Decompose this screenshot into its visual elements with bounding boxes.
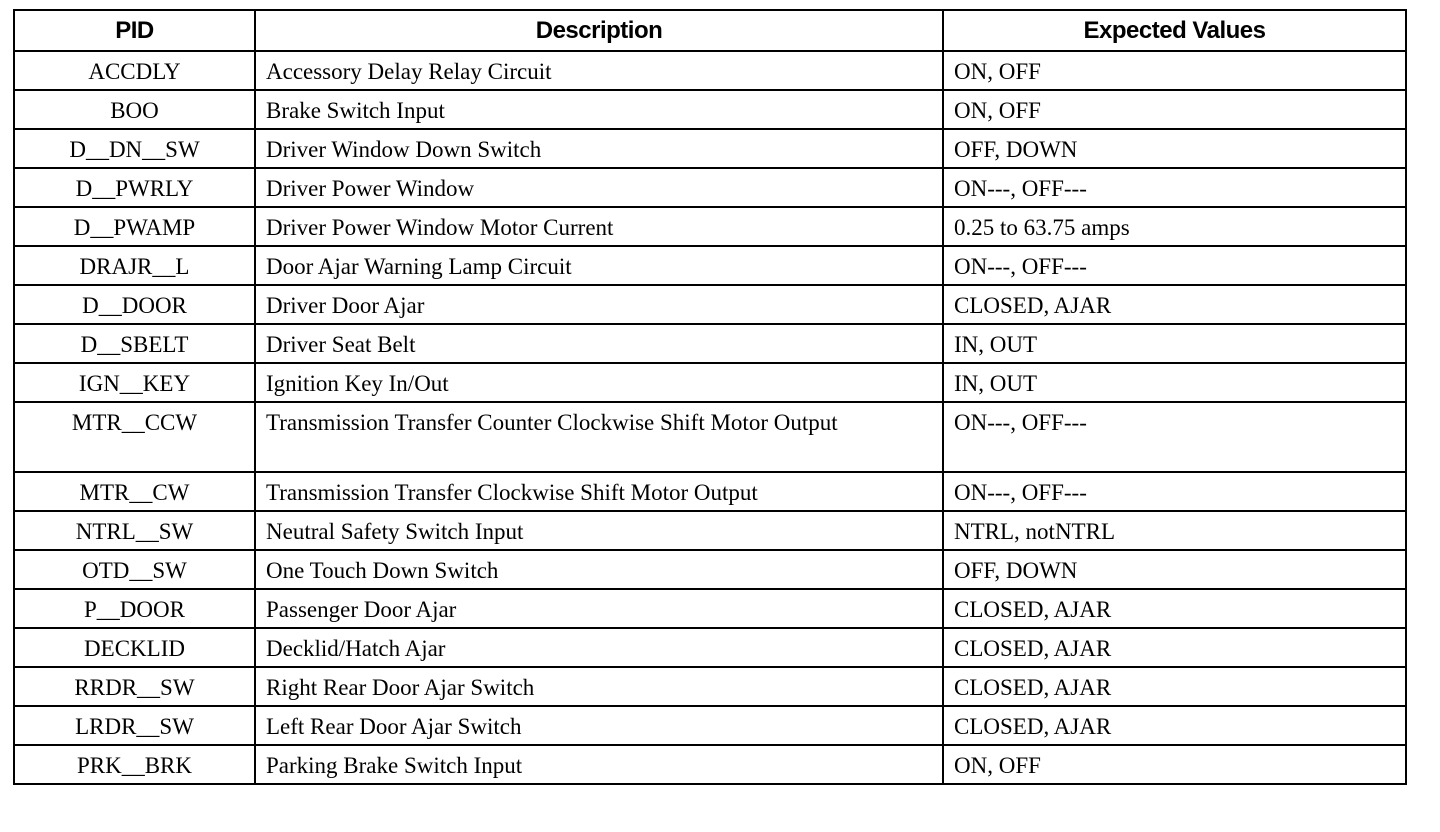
- table-row: [14, 324, 1406, 363]
- expected-values-cell: NTRL, notNTRL: [943, 511, 1406, 550]
- pid-cell: ACCDLY: [14, 51, 255, 90]
- pid-cell: D__SBELT: [14, 324, 255, 363]
- table-row: [14, 402, 1406, 472]
- description-cell: Accessory Delay Relay Circuit: [255, 51, 943, 90]
- pid-cell: D__DOOR: [14, 285, 255, 324]
- pid-cell: MTR__CW: [14, 472, 255, 511]
- description-cell: Transmission Transfer Counter Clockwise Shift Motor Output: [255, 402, 943, 472]
- description-cell: Ignition Key In/Out: [255, 363, 943, 402]
- pid-cell: MTR__CCW: [14, 402, 255, 472]
- table-row: [14, 511, 1406, 550]
- header-expected-values: Expected Values: [943, 10, 1406, 51]
- expected-values-cell: ON---, OFF---: [943, 472, 1406, 511]
- expected-values-cell: IN, OUT: [943, 363, 1406, 402]
- pid-cell: DECKLID: [14, 628, 255, 667]
- table-row: [14, 472, 1406, 511]
- pid-cell: DRAJR__L: [14, 246, 255, 285]
- expected-values-cell: ON---, OFF---: [943, 402, 1406, 472]
- pid-cell: RRDR__SW: [14, 667, 255, 706]
- table-row: [14, 628, 1406, 667]
- expected-values-cell: OFF, DOWN: [943, 129, 1406, 168]
- table-row: [14, 706, 1406, 745]
- table-row: [14, 589, 1406, 628]
- expected-values-cell: CLOSED, AJAR: [943, 285, 1406, 324]
- expected-values-cell: ON---, OFF---: [943, 246, 1406, 285]
- expected-values-cell: CLOSED, AJAR: [943, 628, 1406, 667]
- pid-table: [13, 9, 1407, 785]
- table-row: [14, 207, 1406, 246]
- description-cell: Brake Switch Input: [255, 90, 943, 129]
- pid-cell: D__PWAMP: [14, 207, 255, 246]
- expected-values-cell: ON, OFF: [943, 51, 1406, 90]
- table-row: [14, 129, 1406, 168]
- expected-values-cell: ON, OFF: [943, 745, 1406, 784]
- description-cell: Parking Brake Switch Input: [255, 745, 943, 784]
- description-cell: Right Rear Door Ajar Switch: [255, 667, 943, 706]
- expected-values-cell: CLOSED, AJAR: [943, 706, 1406, 745]
- description-cell: Neutral Safety Switch Input: [255, 511, 943, 550]
- table-row: [14, 550, 1406, 589]
- header-pid: PID: [14, 10, 255, 51]
- pid-table-container: [13, 9, 1405, 785]
- description-cell: Passenger Door Ajar: [255, 589, 943, 628]
- pid-cell: LRDR__SW: [14, 706, 255, 745]
- expected-values-cell: 0.25 to 63.75 amps: [943, 207, 1406, 246]
- description-cell: Door Ajar Warning Lamp Circuit: [255, 246, 943, 285]
- expected-values-cell: IN, OUT: [943, 324, 1406, 363]
- expected-values-cell: CLOSED, AJAR: [943, 589, 1406, 628]
- pid-cell: IGN__KEY: [14, 363, 255, 402]
- description-cell: Left Rear Door Ajar Switch: [255, 706, 943, 745]
- description-cell: Decklid/Hatch Ajar: [255, 628, 943, 667]
- description-cell: One Touch Down Switch: [255, 550, 943, 589]
- table-row: [14, 51, 1406, 90]
- expected-values-cell: ON, OFF: [943, 90, 1406, 129]
- table-row: [14, 285, 1406, 324]
- expected-values-cell: OFF, DOWN: [943, 550, 1406, 589]
- pid-cell: P__DOOR: [14, 589, 255, 628]
- description-cell: Driver Door Ajar: [255, 285, 943, 324]
- table-row: [14, 745, 1406, 784]
- pid-cell: NTRL__SW: [14, 511, 255, 550]
- pid-cell: D__PWRLY: [14, 168, 255, 207]
- table-row: [14, 90, 1406, 129]
- table-row: [14, 667, 1406, 706]
- description-cell: Driver Power Window: [255, 168, 943, 207]
- table-row: [14, 168, 1406, 207]
- description-cell: Transmission Transfer Clockwise Shift Motor Output: [255, 472, 943, 511]
- table-row: [14, 363, 1406, 402]
- pid-cell: BOO: [14, 90, 255, 129]
- table-header-row: [14, 10, 1406, 51]
- pid-cell: OTD__SW: [14, 550, 255, 589]
- description-cell: Driver Window Down Switch: [255, 129, 943, 168]
- pid-cell: PRK__BRK: [14, 745, 255, 784]
- expected-values-cell: CLOSED, AJAR: [943, 667, 1406, 706]
- description-cell: Driver Power Window Motor Current: [255, 207, 943, 246]
- header-description: Description: [255, 10, 943, 51]
- description-cell: Driver Seat Belt: [255, 324, 943, 363]
- table-row: [14, 246, 1406, 285]
- expected-values-cell: ON---, OFF---: [943, 168, 1406, 207]
- pid-cell: D__DN__SW: [14, 129, 255, 168]
